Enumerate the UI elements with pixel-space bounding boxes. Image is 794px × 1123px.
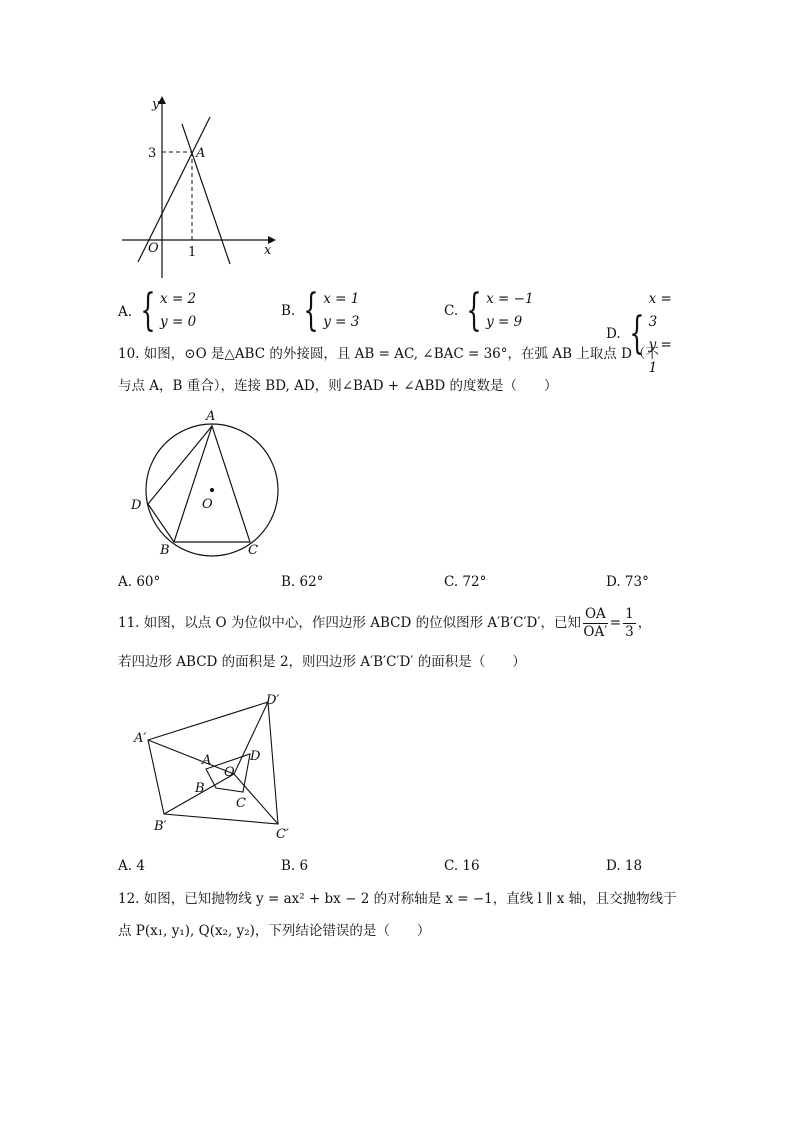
origin-label: O [148,241,159,256]
q11-option-d: D. 18 [606,858,643,874]
q11-text: 11. 如图，以点 O 为位似中心，作四边形 ABCD 的位似图形 A′B′C′D′，已知 [118,615,581,631]
center-point [210,488,214,492]
q11-option-c: C. 16 [444,858,480,874]
q10-text-line-1: 10. 如图，⊙O 是△ABC 的外接圆，且 AB = AC, ∠BAC = 36°，在弧 AB 上取点 D（不 [118,346,659,362]
fraction-numerator: OA [584,606,606,622]
label-d: D [250,749,261,764]
coordinate-graph-figure [118,92,278,282]
ratio-numerator: 1 [625,606,634,622]
triangle-abc [174,426,250,542]
fraction-oa-oa1 [583,606,608,641]
ratio-denominator: 3 [625,624,634,640]
q10-option-b: B. 62° [281,574,324,590]
circle-triangle-figure [126,408,286,564]
option-letter: D. [606,326,621,342]
q10-text-line-2: 与点 A，B 重合），连接 BD, AD，则∠BAD + ∠ABD 的度数是（ ） [118,378,558,394]
brace-icon: { [140,285,156,336]
label-d: D [131,498,142,513]
q9-a-eq2: y = 0 [160,314,197,330]
q10-options [118,574,678,598]
label-a: A [206,409,216,424]
fraction-denominator: OA′ [583,624,608,640]
q12-text-line-2: 点 P(x₁, y₁), Q(x₂, y₂)，下列结论错误的是（ ） [118,923,431,939]
q9-d-eq2: y = 1 [648,337,672,376]
label-a: A [202,753,212,768]
q9-b-eq1: x = 1 [323,291,360,307]
brace-icon: { [303,285,319,336]
q12-text-line-1: 12. 如图，已知抛物线 y = ax² + bx − 2 的对称轴是 x = −1，直线 l ∥ x 轴，且交抛物线于 [118,891,677,907]
tick-1-label: 1 [188,245,197,260]
option-letter: A. [118,304,133,320]
q11-option-b: B. 6 [281,858,309,874]
q9-option-a [118,285,197,336]
q9-d-eq1: x = 3 [648,291,672,330]
q11-comma: ， [637,615,652,631]
q10-option-a: A. 60° [118,574,161,590]
point-a-label: A [196,146,206,161]
ray-a [148,740,234,774]
q9-c-eq1: x = −1 [486,291,534,307]
homothety-figure [128,690,298,842]
q11-options [118,858,678,882]
q9-b-eq2: y = 3 [323,314,360,330]
q11-text-line-1 [118,606,678,640]
option-letter: B. [281,303,296,319]
label-b: B [160,543,170,558]
label-b: B [195,781,205,796]
label-c: C [248,543,258,558]
option-letter: C. [444,303,459,319]
q9-option-c [444,285,534,336]
q9-a-eq1: x = 2 [160,291,197,307]
brace-icon: { [628,308,645,359]
label-c-prime: C′ [276,827,289,842]
label-a-prime: A′ [134,731,147,746]
fraction-ratio [623,606,636,641]
equals-sign: = [609,615,622,631]
tick-3-label: 3 [148,146,157,161]
label-c: C [236,796,246,811]
q9-c-eq2: y = 9 [486,314,523,330]
q10-option-d: D. 73° [606,574,649,590]
q11-option-a: A. 4 [118,858,145,874]
label-o: O [202,497,213,512]
q11-text-line-2: 若四边形 ABCD 的面积是 2，则四边形 A′B′C′D′ 的面积是（ ） [118,654,526,670]
q10-option-c: C. 72° [444,574,487,590]
label-o: O [224,765,235,780]
y-axis-label: y [152,97,160,112]
x-axis-label: x [264,243,272,258]
q9-option-b [281,285,360,336]
brace-icon: { [466,285,482,336]
label-b-prime: B′ [154,819,167,834]
line-2 [182,124,230,264]
label-d-prime: D′ [266,693,280,708]
